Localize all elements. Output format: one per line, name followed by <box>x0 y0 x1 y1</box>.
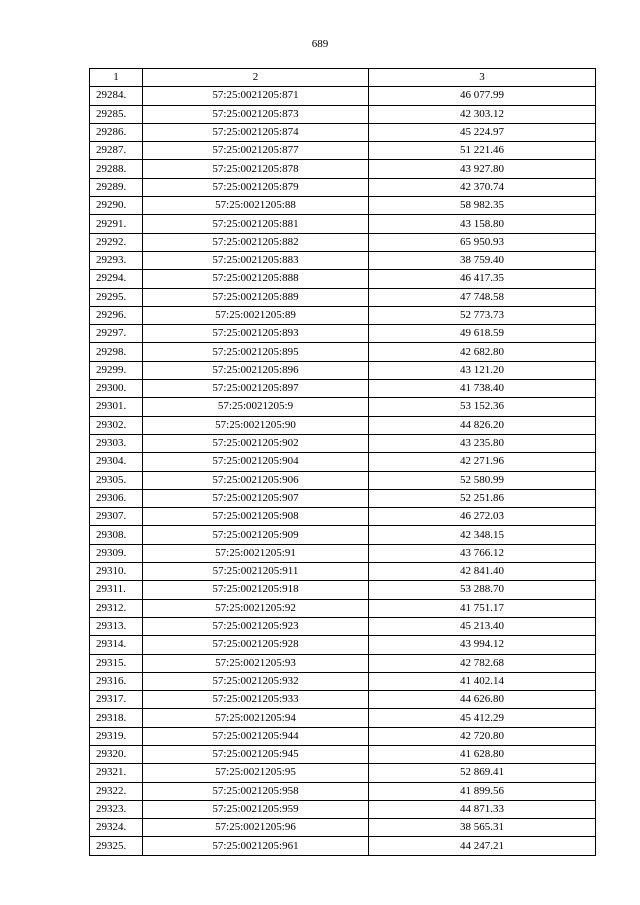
table-row <box>90 453 596 471</box>
table-row <box>90 636 596 654</box>
cadastral-number-cell: 57:25:0021205:91 <box>143 544 369 562</box>
table-row <box>90 581 596 599</box>
cadastral-number-cell: 57:25:0021205:90 <box>143 416 369 434</box>
value-cell: 52 869.41 <box>369 764 596 782</box>
cadastral-number-cell: 57:25:0021205:909 <box>143 526 369 544</box>
table-row <box>90 87 596 105</box>
cadastral-number-cell: 57:25:0021205:878 <box>143 160 369 178</box>
header-cell-col-1: 1 <box>90 69 143 87</box>
row-number-cell: 29309. <box>90 544 143 562</box>
cadastral-number-cell: 57:25:0021205:918 <box>143 581 369 599</box>
table-row <box>90 654 596 672</box>
row-number-cell: 29286. <box>90 123 143 141</box>
row-number-cell: 29314. <box>90 636 143 654</box>
cadastral-number-cell: 57:25:0021205:95 <box>143 764 369 782</box>
value-cell: 41 402.14 <box>369 672 596 690</box>
row-number-cell: 29289. <box>90 178 143 196</box>
row-number-cell: 29297. <box>90 325 143 343</box>
cadastral-number-cell: 57:25:0021205:873 <box>143 105 369 123</box>
cadastral-number-cell: 57:25:0021205:945 <box>143 745 369 763</box>
table-row <box>90 599 596 617</box>
table-row <box>90 800 596 818</box>
value-cell: 42 370.74 <box>369 178 596 196</box>
value-cell: 38 565.31 <box>369 819 596 837</box>
value-cell: 44 871.33 <box>369 800 596 818</box>
table-row <box>90 416 596 434</box>
value-cell: 42 271.96 <box>369 453 596 471</box>
value-cell: 46 272.03 <box>369 508 596 526</box>
cadastral-number-cell: 57:25:0021205:879 <box>143 178 369 196</box>
value-cell: 43 121.20 <box>369 361 596 379</box>
row-number-cell: 29319. <box>90 727 143 745</box>
table-row <box>90 215 596 233</box>
row-number-cell: 29288. <box>90 160 143 178</box>
row-number-cell: 29298. <box>90 343 143 361</box>
table-row <box>90 270 596 288</box>
row-number-cell: 29310. <box>90 563 143 581</box>
row-number-cell: 29315. <box>90 654 143 672</box>
value-cell: 47 748.58 <box>369 288 596 306</box>
row-number-cell: 29320. <box>90 745 143 763</box>
value-cell: 45 213.40 <box>369 617 596 635</box>
table-row <box>90 160 596 178</box>
cadastral-number-cell: 57:25:0021205:889 <box>143 288 369 306</box>
table-row <box>90 691 596 709</box>
table-row <box>90 489 596 507</box>
header-cell-col-3: 3 <box>369 69 596 87</box>
table-row <box>90 251 596 269</box>
cadastral-number-cell: 57:25:0021205:902 <box>143 434 369 452</box>
value-cell: 43 158.80 <box>369 215 596 233</box>
value-cell: 41 628.80 <box>369 745 596 763</box>
row-number-cell: 29301. <box>90 398 143 416</box>
cadastral-number-cell: 57:25:0021205:881 <box>143 215 369 233</box>
cadastral-number-cell: 57:25:0021205:904 <box>143 453 369 471</box>
cadastral-number-cell: 57:25:0021205:888 <box>143 270 369 288</box>
table-row <box>90 123 596 141</box>
row-number-cell: 29295. <box>90 288 143 306</box>
table-row <box>90 727 596 745</box>
table-row <box>90 361 596 379</box>
row-number-cell: 29304. <box>90 453 143 471</box>
table-row <box>90 306 596 324</box>
row-number-cell: 29293. <box>90 251 143 269</box>
row-number-cell: 29318. <box>90 709 143 727</box>
row-number-cell: 29308. <box>90 526 143 544</box>
value-cell: 43 994.12 <box>369 636 596 654</box>
value-cell: 45 224.97 <box>369 123 596 141</box>
value-cell: 42 720.80 <box>369 727 596 745</box>
table-row <box>90 233 596 251</box>
cadastral-number-cell: 57:25:0021205:933 <box>143 691 369 709</box>
row-number-cell: 29317. <box>90 691 143 709</box>
cadastral-number-cell: 57:25:0021205:882 <box>143 233 369 251</box>
cadastral-number-cell: 57:25:0021205:911 <box>143 563 369 581</box>
cadastral-number-cell: 57:25:0021205:923 <box>143 617 369 635</box>
row-number-cell: 29303. <box>90 434 143 452</box>
value-cell: 58 982.35 <box>369 197 596 215</box>
value-cell: 43 927.80 <box>369 160 596 178</box>
value-cell: 42 782.68 <box>369 654 596 672</box>
row-number-cell: 29316. <box>90 672 143 690</box>
table-row <box>90 398 596 416</box>
table-row <box>90 563 596 581</box>
value-cell: 42 841.40 <box>369 563 596 581</box>
row-number-cell: 29296. <box>90 306 143 324</box>
cadastral-number-cell: 57:25:0021205:94 <box>143 709 369 727</box>
table-row <box>90 782 596 800</box>
table-header-row <box>90 69 596 87</box>
cadastral-number-cell: 57:25:0021205:928 <box>143 636 369 654</box>
table-row <box>90 105 596 123</box>
page-number: 689 <box>311 38 329 50</box>
cadastral-number-cell: 57:25:0021205:906 <box>143 471 369 489</box>
header-cell-col-2: 2 <box>143 69 369 87</box>
cadastral-number-cell: 57:25:0021205:9 <box>143 398 369 416</box>
value-cell: 45 412.29 <box>369 709 596 727</box>
value-cell: 52 580.99 <box>369 471 596 489</box>
row-number-cell: 29322. <box>90 782 143 800</box>
row-number-cell: 29291. <box>90 215 143 233</box>
value-cell: 41 738.40 <box>369 380 596 398</box>
row-number-cell: 29300. <box>90 380 143 398</box>
value-cell: 53 288.70 <box>369 581 596 599</box>
value-cell: 46 417.35 <box>369 270 596 288</box>
value-cell: 42 682.80 <box>369 343 596 361</box>
value-cell: 41 899.56 <box>369 782 596 800</box>
cadastral-number-cell: 57:25:0021205:897 <box>143 380 369 398</box>
value-cell: 42 348.15 <box>369 526 596 544</box>
cadastral-number-cell: 57:25:0021205:96 <box>143 819 369 837</box>
cadastral-number-cell: 57:25:0021205:93 <box>143 654 369 672</box>
cadastral-number-cell: 57:25:0021205:874 <box>143 123 369 141</box>
table-row <box>90 764 596 782</box>
value-cell: 53 152.36 <box>369 398 596 416</box>
value-cell: 44 247.21 <box>369 837 596 855</box>
table-row <box>90 343 596 361</box>
value-cell: 65 950.93 <box>369 233 596 251</box>
table-row <box>90 508 596 526</box>
data-table <box>89 68 596 856</box>
cadastral-number-cell: 57:25:0021205:908 <box>143 508 369 526</box>
row-number-cell: 29312. <box>90 599 143 617</box>
row-number-cell: 29292. <box>90 233 143 251</box>
cadastral-number-cell: 57:25:0021205:877 <box>143 142 369 160</box>
table-row <box>90 325 596 343</box>
cadastral-number-cell: 57:25:0021205:92 <box>143 599 369 617</box>
cadastral-number-cell: 57:25:0021205:895 <box>143 343 369 361</box>
table-row <box>90 471 596 489</box>
table-row <box>90 526 596 544</box>
table-row <box>90 197 596 215</box>
value-cell: 44 826.20 <box>369 416 596 434</box>
value-cell: 43 235.80 <box>369 434 596 452</box>
row-number-cell: 29284. <box>90 87 143 105</box>
value-cell: 42 303.12 <box>369 105 596 123</box>
table-row <box>90 142 596 160</box>
row-number-cell: 29307. <box>90 508 143 526</box>
cadastral-number-cell: 57:25:0021205:959 <box>143 800 369 818</box>
table-row <box>90 837 596 855</box>
cadastral-number-cell: 57:25:0021205:907 <box>143 489 369 507</box>
row-number-cell: 29290. <box>90 197 143 215</box>
table-row <box>90 288 596 306</box>
row-number-cell: 29306. <box>90 489 143 507</box>
table-row <box>90 178 596 196</box>
row-number-cell: 29285. <box>90 105 143 123</box>
row-number-cell: 29321. <box>90 764 143 782</box>
cadastral-number-cell: 57:25:0021205:89 <box>143 306 369 324</box>
value-cell: 51 221.46 <box>369 142 596 160</box>
cadastral-number-cell: 57:25:0021205:893 <box>143 325 369 343</box>
cadastral-number-cell: 57:25:0021205:944 <box>143 727 369 745</box>
row-number-cell: 29325. <box>90 837 143 855</box>
cadastral-number-cell: 57:25:0021205:932 <box>143 672 369 690</box>
table-row <box>90 617 596 635</box>
row-number-cell: 29313. <box>90 617 143 635</box>
cadastral-number-cell: 57:25:0021205:88 <box>143 197 369 215</box>
table-row <box>90 819 596 837</box>
row-number-cell: 29311. <box>90 581 143 599</box>
cadastral-number-cell: 57:25:0021205:958 <box>143 782 369 800</box>
row-number-cell: 29287. <box>90 142 143 160</box>
cadastral-number-cell: 57:25:0021205:896 <box>143 361 369 379</box>
table-row <box>90 709 596 727</box>
value-cell: 52 251.86 <box>369 489 596 507</box>
row-number-cell: 29324. <box>90 819 143 837</box>
value-cell: 43 766.12 <box>369 544 596 562</box>
value-cell: 38 759.40 <box>369 251 596 269</box>
value-cell: 49 618.59 <box>369 325 596 343</box>
row-number-cell: 29323. <box>90 800 143 818</box>
row-number-cell: 29294. <box>90 270 143 288</box>
row-number-cell: 29299. <box>90 361 143 379</box>
table-row <box>90 672 596 690</box>
table-body <box>90 69 596 856</box>
row-number-cell: 29305. <box>90 471 143 489</box>
table-row <box>90 745 596 763</box>
cadastral-number-cell: 57:25:0021205:883 <box>143 251 369 269</box>
cadastral-number-cell: 57:25:0021205:961 <box>143 837 369 855</box>
row-number-cell: 29302. <box>90 416 143 434</box>
table-row <box>90 544 596 562</box>
value-cell: 46 077.99 <box>369 87 596 105</box>
table-row <box>90 380 596 398</box>
cadastral-number-cell: 57:25:0021205:871 <box>143 87 369 105</box>
value-cell: 41 751.17 <box>369 599 596 617</box>
value-cell: 52 773.73 <box>369 306 596 324</box>
value-cell: 44 626.80 <box>369 691 596 709</box>
table-row <box>90 434 596 452</box>
